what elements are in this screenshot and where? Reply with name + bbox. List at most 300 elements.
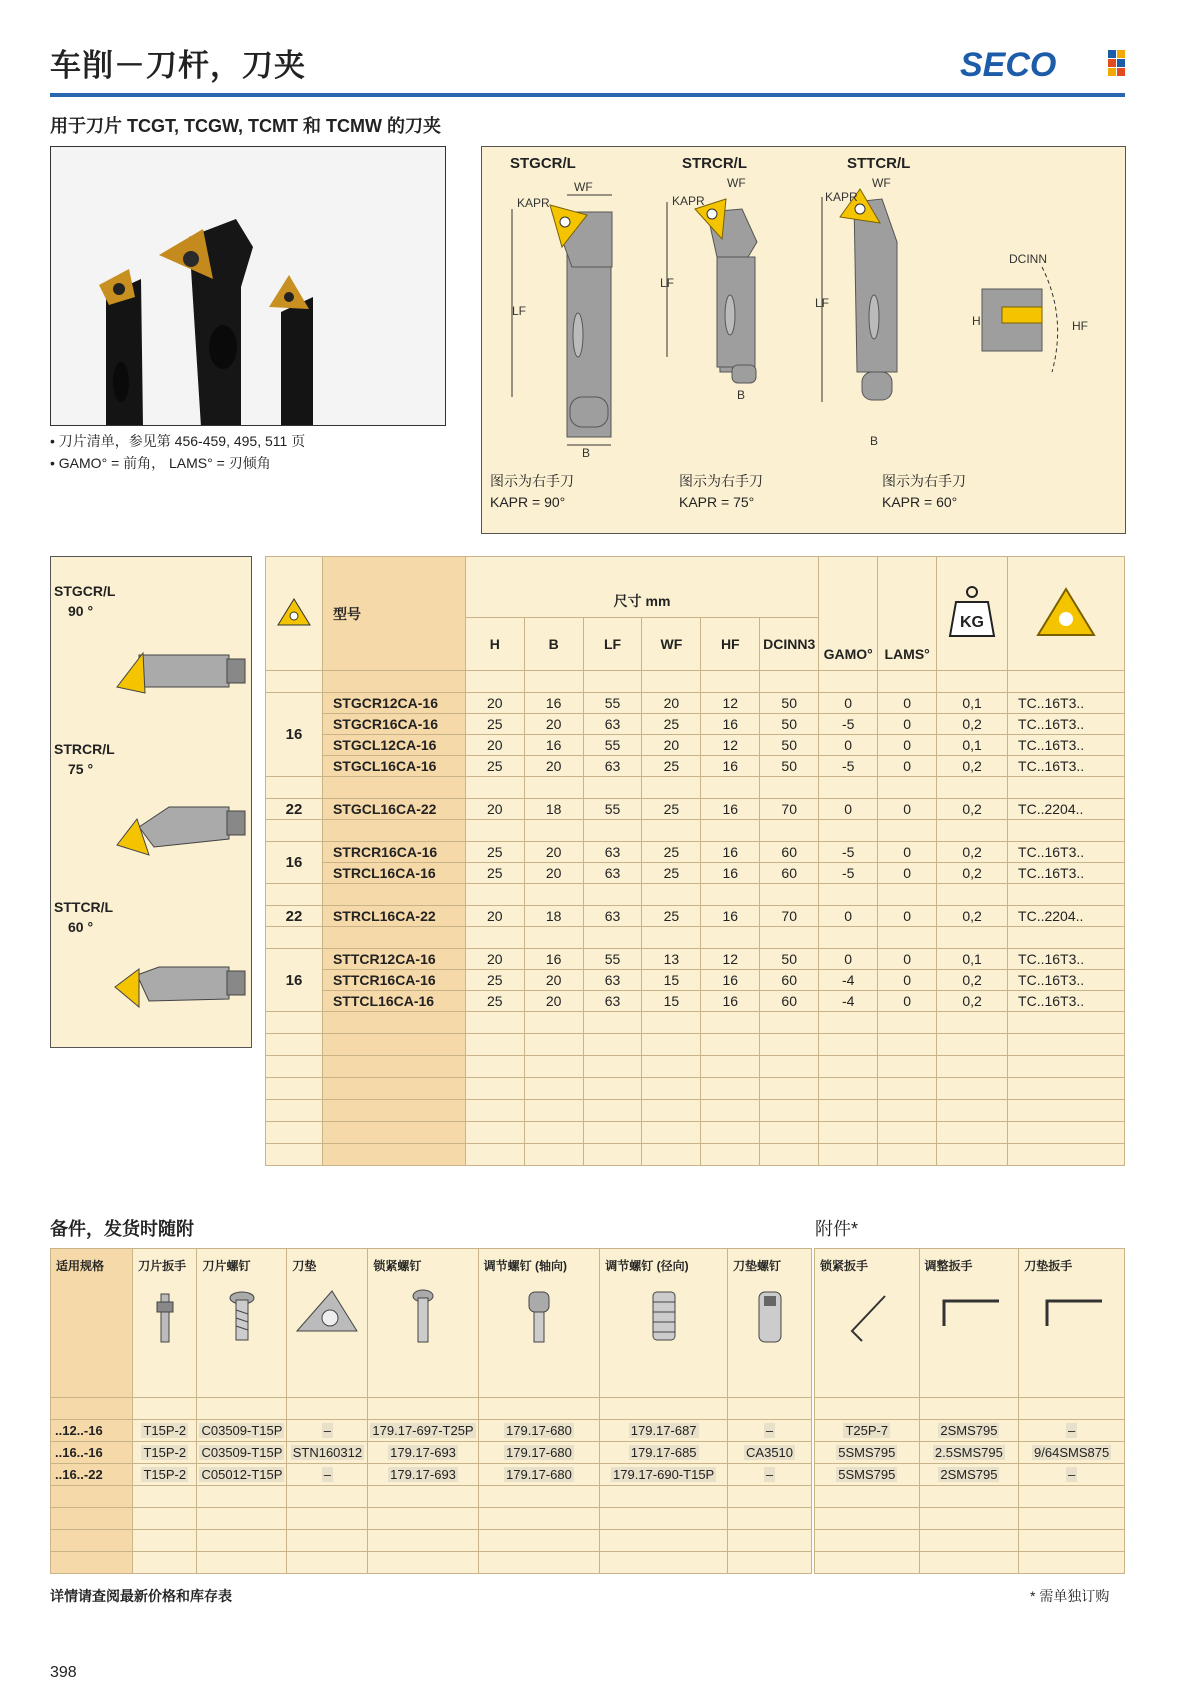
empty-cell [368, 1486, 478, 1508]
accessory-number: 9/64SMS875 [1034, 1445, 1110, 1460]
holder-code: STTCL16CA-16 [322, 991, 465, 1012]
empty-cell [760, 1100, 819, 1122]
empty-cell [919, 1398, 1019, 1420]
part-number: T15P-2 [143, 1445, 187, 1460]
lock-key-icon [837, 1286, 897, 1346]
holder-code: STGCL16CA-16 [322, 756, 465, 777]
empty-cell [1019, 1552, 1125, 1574]
empty-cell [1008, 884, 1125, 906]
empty-cell [197, 1508, 287, 1530]
spacer-row [266, 1122, 1125, 1144]
spec-cell: ..16..-22 [51, 1464, 133, 1486]
empty-cell [819, 1034, 878, 1056]
ph-shim: 刀垫 [287, 1249, 368, 1398]
value-cell: -5 [819, 714, 878, 735]
empty-cell [465, 1122, 524, 1144]
tool-drawings [482, 147, 1125, 467]
value-cell: 20 [524, 842, 583, 863]
empty-cell [1008, 1012, 1125, 1034]
empty-cell [819, 777, 878, 799]
accessory-number: – [1068, 1467, 1076, 1482]
empty-cell [322, 1144, 465, 1166]
part-number: 179.17-680 [506, 1423, 572, 1438]
empty-cell [266, 671, 323, 693]
accessory-number: 2SMS795 [940, 1423, 998, 1438]
empty-cell [701, 1100, 760, 1122]
empty-cell [583, 884, 642, 906]
wf-label-2: WF [727, 176, 746, 190]
empty-cell [583, 1100, 642, 1122]
empty-cell [760, 1034, 819, 1056]
empty-cell [728, 1530, 812, 1552]
accessory-row [815, 1442, 1125, 1464]
empty-cell [524, 777, 583, 799]
value-cell: 0,2 [937, 863, 1008, 884]
value-cell: 55 [583, 735, 642, 756]
empty-cell [51, 1552, 133, 1574]
diagram-title-stgc: STGCR/L [510, 155, 576, 172]
empty-cell [815, 1552, 920, 1574]
empty-cell [322, 884, 465, 906]
value-cell: 55 [583, 799, 642, 820]
insert-cell: TC..2204.. [1008, 906, 1125, 927]
empty-cell [878, 884, 937, 906]
value-cell: 20 [465, 693, 524, 714]
empty-cell [583, 1056, 642, 1078]
part-number: 179.17-697-T25P [372, 1423, 474, 1438]
empty-cell [133, 1530, 197, 1552]
value-cell: 0 [878, 991, 937, 1012]
page-subtitle: 用于刀片 TCGT, TCGW, TCMT 和 TCMW 的刀夹 [50, 116, 441, 136]
value-cell: 0,2 [937, 756, 1008, 777]
empty-cell [642, 927, 701, 949]
empty-cell [819, 1100, 878, 1122]
axial-screw-icon [524, 1286, 554, 1346]
value-cell: 0,1 [937, 735, 1008, 756]
part-number: – [765, 1423, 774, 1438]
empty-cell [878, 1056, 937, 1078]
table-row [266, 693, 1125, 714]
footer-order-note: * 需单独订购 [1030, 1588, 1110, 1604]
empty-cell [465, 777, 524, 799]
empty-cell [819, 1056, 878, 1078]
empty-cell [583, 1012, 642, 1034]
empty-cell [322, 927, 465, 949]
table-row [266, 842, 1125, 863]
parts-row [51, 1464, 812, 1486]
empty-cell [728, 1398, 812, 1420]
ph-radial-screw: 调节螺钉 (径向) [600, 1249, 728, 1398]
empty-cell [322, 671, 465, 693]
insert-cell: TC..16T3.. [1008, 714, 1125, 735]
empty-cell [1008, 820, 1125, 842]
part-number: C05012-T15P [201, 1467, 283, 1482]
empty-cell [266, 1056, 323, 1078]
value-cell: 0 [878, 949, 937, 970]
empty-cell [642, 1012, 701, 1034]
accessory-number: 5SMS795 [838, 1467, 896, 1482]
parts-title: 备件，发货时随附 [50, 1219, 194, 1239]
weight-icon [946, 584, 998, 640]
empty-cell [465, 671, 524, 693]
holder-code: STRCL16CA-16 [322, 863, 465, 884]
part-number: 179.17-680 [506, 1445, 572, 1460]
svg-text:KG: KG [960, 614, 985, 631]
value-cell: 16 [701, 906, 760, 927]
empty-cell [583, 1144, 642, 1166]
value-cell: 25 [642, 842, 701, 863]
empty-cell [919, 1486, 1019, 1508]
empty-cell [51, 1398, 133, 1420]
empty-cell [642, 777, 701, 799]
empty-cell [878, 1078, 937, 1100]
empty-cell [197, 1486, 287, 1508]
empty-cell [583, 1034, 642, 1056]
col-b: B [524, 618, 583, 671]
lf-label-3: LF [815, 296, 830, 310]
value-cell: 15 [642, 991, 701, 1012]
part-cell [600, 1442, 728, 1464]
empty-cell [878, 1100, 937, 1122]
empty-cell [583, 671, 642, 693]
value-cell: 50 [760, 949, 819, 970]
empty-cell [701, 927, 760, 949]
holder-icon-strc [109, 797, 249, 867]
value-cell: 0 [878, 714, 937, 735]
h-label: H [972, 314, 981, 328]
part-number: 179.17-687 [630, 1423, 697, 1438]
empty-cell [465, 1012, 524, 1034]
empty-cell [266, 1034, 323, 1056]
empty-cell [937, 777, 1008, 799]
ph-size: 适用规格 [51, 1249, 133, 1398]
empty-cell [937, 1034, 1008, 1056]
empty-cell [819, 1144, 878, 1166]
value-cell: 63 [583, 970, 642, 991]
value-cell: 12 [701, 735, 760, 756]
empty-cell [878, 1034, 937, 1056]
part-cell [133, 1464, 197, 1486]
accessory-number: 2SMS795 [940, 1467, 998, 1482]
spacer-row [266, 1056, 1125, 1078]
diagram-title-strc: STRCR/L [682, 155, 747, 172]
insert-size-cell: 22 [266, 906, 323, 927]
insert-size-cell: 22 [266, 799, 323, 820]
empty-cell [937, 1078, 1008, 1100]
shim-key-icon [1037, 1286, 1107, 1336]
table-row [266, 991, 1125, 1012]
part-cell [197, 1442, 287, 1464]
value-cell: 55 [583, 693, 642, 714]
empty-cell [1008, 1078, 1125, 1100]
value-cell: 63 [583, 991, 642, 1012]
diagram-caption-1: 图示为右手刀 KAPR = 90° [490, 473, 574, 510]
part-cell [197, 1420, 287, 1442]
lams-header: LAMS° [878, 557, 937, 671]
empty-cell [322, 1100, 465, 1122]
empty-cell [368, 1508, 478, 1530]
empty-cell [819, 1012, 878, 1034]
part-cell [478, 1420, 600, 1442]
empty-cell [322, 1122, 465, 1144]
value-cell: 16 [701, 756, 760, 777]
insert-cell: TC..16T3.. [1008, 991, 1125, 1012]
part-number: T15P-2 [143, 1467, 187, 1482]
brand-text: SECO [960, 46, 1057, 84]
value-cell: 63 [583, 906, 642, 927]
value-cell: 20 [524, 970, 583, 991]
empty-cell [287, 1530, 368, 1552]
accessory-cell [815, 1442, 920, 1464]
spare-parts-table [50, 1248, 812, 1574]
empty-cell [642, 1144, 701, 1166]
accessory-cell [815, 1420, 920, 1442]
empty-cell [878, 671, 937, 693]
part-number: T15P-2 [143, 1423, 187, 1438]
empty-cell [760, 927, 819, 949]
empty-cell [524, 1056, 583, 1078]
insert-key-icon [155, 1286, 175, 1346]
value-cell: 16 [701, 799, 760, 820]
title-rule [50, 93, 1125, 97]
empty-cell [1008, 1100, 1125, 1122]
empty-cell [701, 884, 760, 906]
empty-cell [878, 777, 937, 799]
empty-cell [133, 1486, 197, 1508]
empty-cell [600, 1530, 728, 1552]
empty-cell [819, 1078, 878, 1100]
holder-code: STGCR16CA-16 [322, 714, 465, 735]
notes [50, 430, 305, 474]
side-label-stgc: STGCR/L 90 ° [54, 583, 116, 619]
empty-cell [287, 1486, 368, 1508]
accessory-row [815, 1464, 1125, 1486]
empty-cell [819, 820, 878, 842]
holder-code: STTCR12CA-16 [322, 949, 465, 970]
table-row [266, 970, 1125, 991]
value-cell: 63 [583, 863, 642, 884]
value-cell: 0 [819, 735, 878, 756]
empty-cell [760, 820, 819, 842]
empty-cell [266, 1122, 323, 1144]
kapr-label-3: KAPR [825, 190, 858, 204]
spacer-row [815, 1530, 1125, 1552]
value-cell: 25 [465, 991, 524, 1012]
footer-note: 详情请查阅最新价格和库存表 [50, 1588, 232, 1604]
part-cell [478, 1464, 600, 1486]
spacer-row [815, 1552, 1125, 1574]
empty-cell [701, 671, 760, 693]
b-label-1: B [582, 446, 591, 460]
part-cell [287, 1442, 368, 1464]
table-row [266, 799, 1125, 820]
spacer-row [266, 671, 1125, 693]
shim-icon [292, 1286, 362, 1336]
empty-cell [266, 777, 323, 799]
note-angles: • GAMO° = 前角， LAMS° = 刃倾角 [50, 452, 305, 474]
empty-cell [937, 884, 1008, 906]
empty-cell [583, 1122, 642, 1144]
page-number: 398 [50, 1664, 77, 1681]
part-number: – [323, 1423, 332, 1438]
insert-size-cell: 16 [266, 949, 323, 1012]
empty-cell [760, 1144, 819, 1166]
empty-cell [478, 1530, 600, 1552]
empty-cell [197, 1552, 287, 1574]
empty-cell [819, 927, 878, 949]
empty-cell [642, 1078, 701, 1100]
diagram-caption-3: 图示为右手刀 KAPR = 60° [882, 473, 966, 510]
empty-cell [878, 927, 937, 949]
empty-cell [524, 1144, 583, 1166]
empty-cell [919, 1530, 1019, 1552]
accessory-cell [1019, 1442, 1125, 1464]
value-cell: 0 [819, 693, 878, 714]
value-cell: 25 [465, 863, 524, 884]
empty-cell [642, 1122, 701, 1144]
part-cell [478, 1442, 600, 1464]
insert-cell: TC..16T3.. [1008, 693, 1125, 714]
value-cell: 13 [642, 949, 701, 970]
spacer-row [266, 1100, 1125, 1122]
weight-header [937, 557, 1008, 671]
value-cell: 20 [524, 991, 583, 1012]
spacer-row [266, 820, 1125, 842]
empty-cell [937, 1122, 1008, 1144]
empty-cell [919, 1552, 1019, 1574]
dimensions-header: 尺寸 mm [465, 557, 818, 618]
diagram-title-sttc: STTCR/L [847, 155, 911, 172]
ah-adjust-key: 调整扳手 [919, 1249, 1019, 1398]
empty-cell [701, 1034, 760, 1056]
value-cell: 25 [642, 756, 701, 777]
accessory-cell [919, 1420, 1019, 1442]
value-cell: 20 [524, 756, 583, 777]
value-cell: 60 [760, 863, 819, 884]
insert-screw-icon [227, 1286, 257, 1346]
value-cell: 63 [583, 756, 642, 777]
value-cell: 0 [878, 970, 937, 991]
empty-cell [701, 777, 760, 799]
empty-cell [701, 820, 760, 842]
empty-cell [760, 777, 819, 799]
empty-cell [760, 884, 819, 906]
value-cell: 0 [878, 735, 937, 756]
empty-cell [815, 1530, 920, 1552]
triangle-insert-icon [274, 595, 314, 629]
empty-cell [642, 820, 701, 842]
gamo-header: GAMO° [819, 557, 878, 671]
empty-cell [642, 1056, 701, 1078]
value-cell: 20 [642, 735, 701, 756]
empty-cell [51, 1530, 133, 1552]
accessory-row [815, 1420, 1125, 1442]
spacer-row [266, 1078, 1125, 1100]
value-cell: 20 [465, 735, 524, 756]
ph-shim-screw: 刀垫螺钉 [728, 1249, 812, 1398]
accessory-cell [1019, 1464, 1125, 1486]
col-hf: HF [701, 618, 760, 671]
empty-cell [287, 1552, 368, 1574]
empty-cell [478, 1486, 600, 1508]
value-cell: 16 [701, 991, 760, 1012]
empty-cell [322, 1078, 465, 1100]
empty-cell [878, 1012, 937, 1034]
value-cell: 50 [760, 693, 819, 714]
value-cell: 16 [701, 863, 760, 884]
empty-cell [368, 1530, 478, 1552]
empty-cell [465, 820, 524, 842]
value-cell: 12 [701, 693, 760, 714]
value-cell: 15 [642, 970, 701, 991]
col-h: H [465, 618, 524, 671]
insert-size-header [266, 557, 323, 671]
empty-cell [1008, 1122, 1125, 1144]
spacer-row [815, 1508, 1125, 1530]
spacer-row [266, 1144, 1125, 1166]
hf-label: HF [1072, 319, 1088, 333]
table-row [266, 735, 1125, 756]
insert-cell: TC..16T3.. [1008, 970, 1125, 991]
part-cell [600, 1420, 728, 1442]
ph-insert-key: 刀片扳手 [133, 1249, 197, 1398]
empty-cell [760, 1078, 819, 1100]
empty-cell [642, 884, 701, 906]
empty-cell [133, 1508, 197, 1530]
accessory-cell [1019, 1420, 1125, 1442]
part-number: C03509-T15P [201, 1423, 283, 1438]
empty-cell [465, 884, 524, 906]
accessories-title: 附件* [815, 1219, 859, 1239]
empty-cell [524, 884, 583, 906]
value-cell: 0 [878, 842, 937, 863]
spacer-row [51, 1508, 812, 1530]
spacer-row [51, 1530, 812, 1552]
accessory-cell [919, 1464, 1019, 1486]
empty-cell [937, 927, 1008, 949]
empty-cell [583, 777, 642, 799]
empty-cell [524, 927, 583, 949]
empty-cell [133, 1398, 197, 1420]
table-row [266, 906, 1125, 927]
value-cell: 18 [524, 799, 583, 820]
part-number: 179.17-685 [630, 1445, 697, 1460]
empty-cell [728, 1508, 812, 1530]
empty-cell [368, 1398, 478, 1420]
empty-cell [600, 1508, 728, 1530]
empty-cell [465, 1144, 524, 1166]
value-cell: 0,2 [937, 842, 1008, 863]
holder-table [265, 556, 1125, 1166]
value-cell: 25 [465, 756, 524, 777]
value-cell: 0 [878, 693, 937, 714]
value-cell: 63 [583, 842, 642, 863]
empty-cell [51, 1486, 133, 1508]
empty-cell [322, 820, 465, 842]
empty-cell [760, 1056, 819, 1078]
accessory-number: 5SMS795 [838, 1445, 896, 1460]
empty-cell [524, 1012, 583, 1034]
value-cell: 25 [465, 970, 524, 991]
empty-cell [266, 820, 323, 842]
part-cell [287, 1464, 368, 1486]
part-number: CA3510 [746, 1445, 794, 1460]
accessory-cell [919, 1442, 1019, 1464]
value-cell: 20 [465, 799, 524, 820]
empty-cell [478, 1398, 600, 1420]
value-cell: 70 [760, 799, 819, 820]
table-row [266, 756, 1125, 777]
